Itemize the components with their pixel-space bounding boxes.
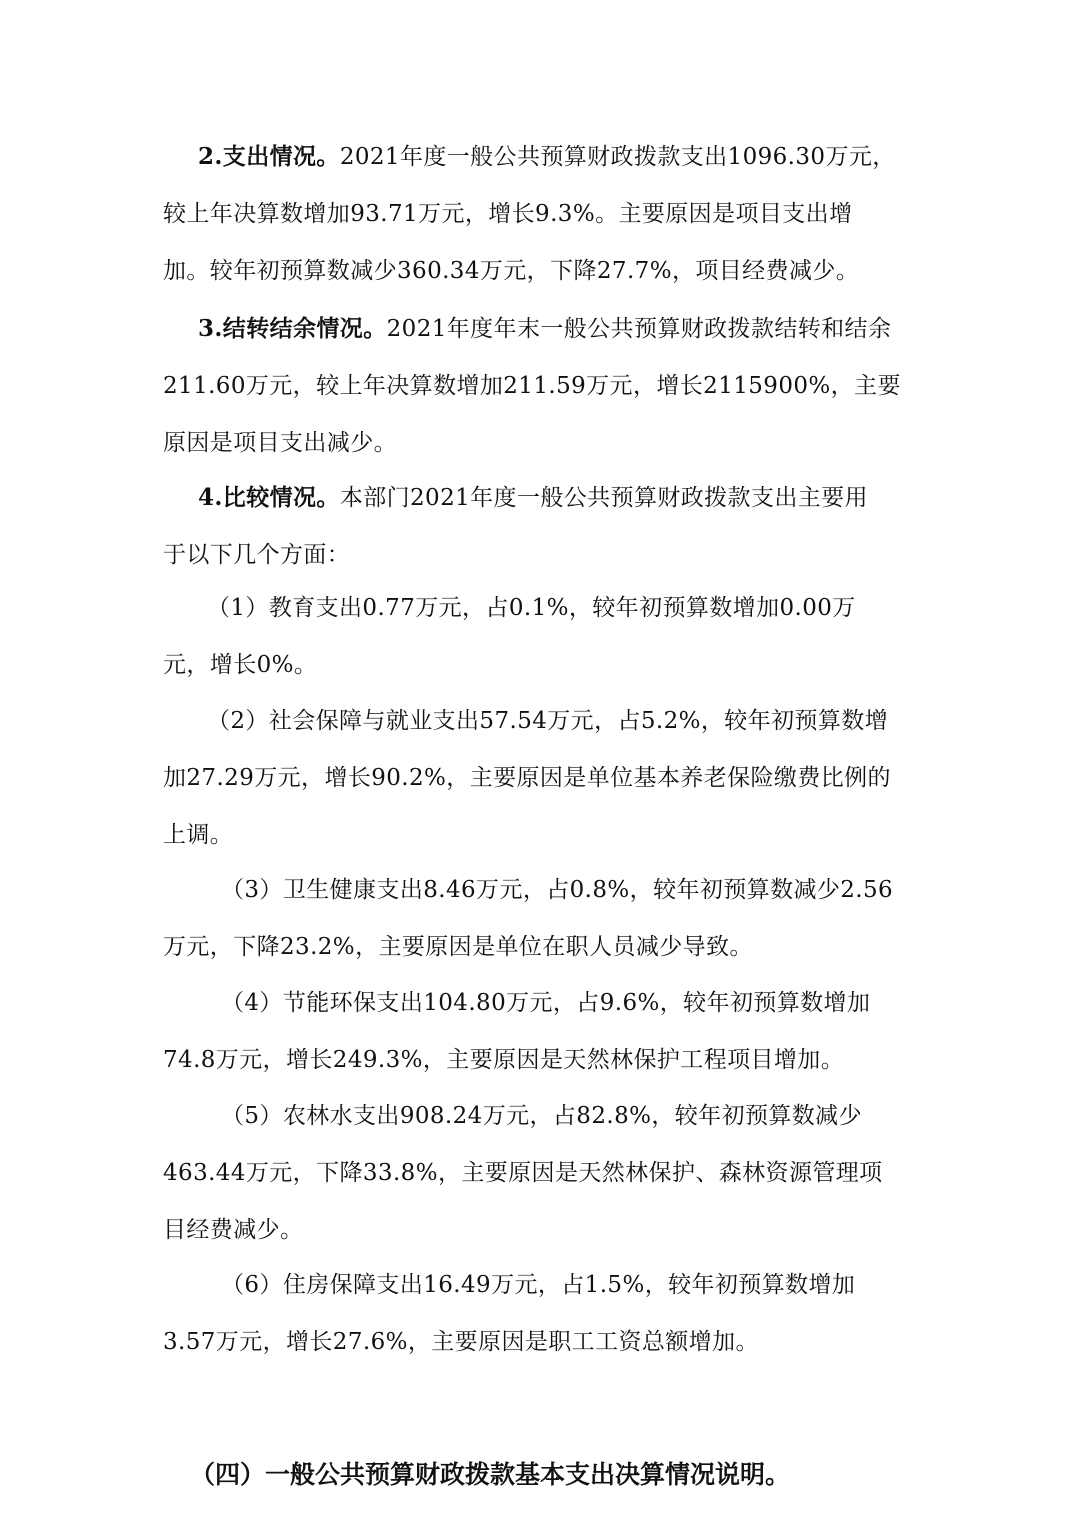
list-item-line: 万元，下降23.2%，主要原因是单位在职人员减少导致。: [163, 934, 753, 960]
list-item-agriculture: [163, 1088, 915, 1259]
list-item-line: 上调。: [163, 822, 234, 848]
list-item-line: （4）节能环保支出104.80万元，占9.6%，较年初预算数增加: [221, 990, 871, 1016]
paragraph-line: 加。较年初预算数减少360.34万元，下降27.7%，项目经费减少。: [163, 258, 860, 284]
list-item-line: （2）社会保障与就业支出57.54万元，占5.2%，较年初预算数增: [207, 708, 889, 734]
list-item-line: 463.44万元，下降33.8%，主要原因是天然林保护、森林资源管理项: [163, 1160, 883, 1186]
paragraph-line: 于以下几个方面：: [163, 542, 351, 568]
paragraph-lead: 3.结转结余情况。: [198, 315, 387, 342]
list-item-line: （1）教育支出0.77万元，占0.1%，较年初预算数增加0.00万: [207, 595, 856, 621]
section-heading: （四）一般公共预算财政拨款基本支出决算情况说明。: [190, 1460, 791, 1489]
paragraph-expenditure: [163, 128, 915, 300]
list-item-line: 加27.29万元，增长90.2%，主要原因是单位基本养老保险缴费比例的: [163, 765, 891, 791]
paragraph-carryover: [163, 300, 915, 472]
list-item-line: 74.8万元，增长249.3%，主要原因是天然林保护工程项目增加。: [163, 1047, 845, 1073]
paragraph-line: 2021年度一般公共预算财政拨款支出1096.30万元，: [339, 144, 896, 170]
paragraph-line: 较上年决算数增加93.71万元，增长9.3%。主要原因是项目支出增: [163, 201, 853, 227]
list-item-housing: [163, 1257, 915, 1371]
list-item-line: 3.57万元，增长27.6%，主要原因是职工工资总额增加。: [163, 1329, 759, 1355]
paragraph-line: 原因是项目支出减少。: [163, 430, 397, 456]
paragraph-comparison: [163, 469, 915, 584]
list-item-education: [163, 580, 915, 694]
list-item-social-security: [163, 693, 915, 864]
list-item-line: 目经费减少。: [163, 1217, 304, 1243]
paragraph-lead: 4.比较情况。: [198, 484, 340, 511]
paragraph-line: 2021年度年末一般公共预算财政拨款结转和结余: [386, 316, 892, 342]
list-item-energy-environment: [163, 975, 915, 1089]
paragraph-lead: 2.支出情况。: [198, 143, 340, 170]
paragraph-line: 211.60万元，较上年决算数增加211.59万元，增长2115900%，主要: [163, 373, 901, 399]
list-item-line: 元，增长0%。: [163, 652, 318, 678]
list-item-line: （5）农林水支出908.24万元，占82.8%，较年初预算数减少: [221, 1103, 862, 1129]
list-item-line: （3）卫生健康支出8.46万元，占0.8%，较年初预算数减少2.56: [221, 877, 894, 903]
paragraph-line: 本部门2021年度一般公共预算财政拨款支出主要用: [339, 485, 868, 511]
list-item-line: （6）住房保障支出16.49万元，占1.5%，较年初预算数增加: [221, 1272, 856, 1298]
list-item-health: [163, 862, 915, 976]
